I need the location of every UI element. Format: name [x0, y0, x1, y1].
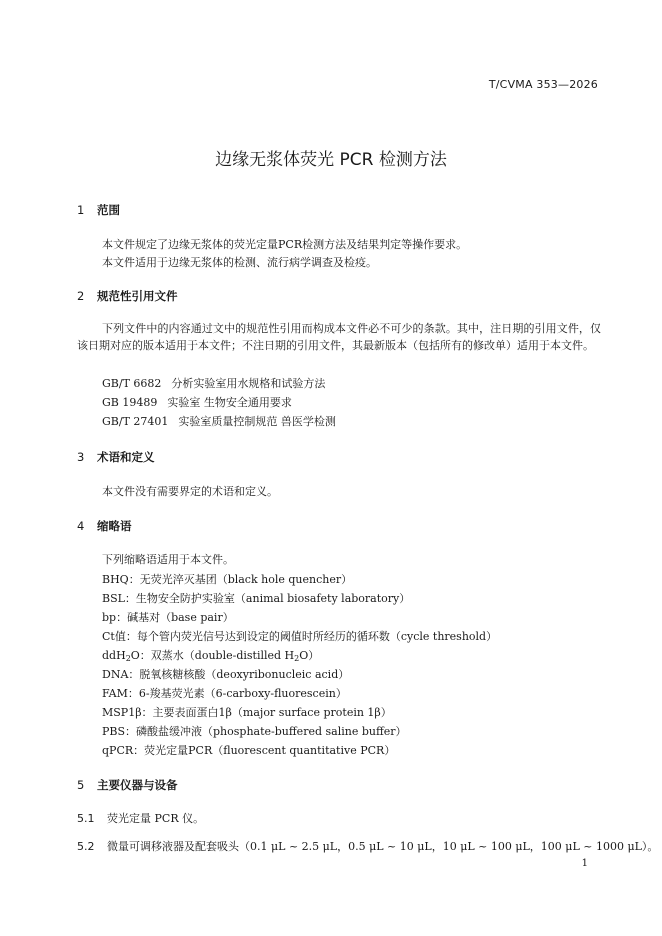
ref-item — [102, 413, 336, 429]
section-number: 4 — [77, 519, 85, 533]
standard-code: T/CVMA 353—2026 — [488, 78, 598, 91]
section-1-heading — [77, 202, 120, 218]
abbr-item: Ct值：每个管内荧光信号达到设定的阈值时所经历的循环数（cycle threshold） — [102, 630, 498, 643]
equipment-item — [77, 838, 658, 854]
page-number: 1 — [581, 858, 588, 869]
ref-name: 分析实验室用水规格和试验方法 — [171, 377, 326, 390]
section-title: 术语和定义 — [97, 450, 155, 464]
abbr-text: ddH — [102, 649, 126, 662]
section-3-heading — [77, 449, 155, 465]
ref-item — [102, 394, 292, 410]
document-title: 边缘无浆体荧光 PCR 检测方法 — [215, 150, 447, 170]
abbr-item: PBS：磷酸盐缓冲液（phosphate-buffered saline buffer） — [102, 725, 407, 738]
section-4-heading — [77, 518, 132, 534]
ref-code: GB/T 6682 — [102, 377, 162, 390]
section-title: 缩略语 — [97, 519, 132, 533]
abbr-item: MSP1β：主要表面蛋白1β（major surface protein 1β） — [102, 706, 392, 719]
clause-number: 5.1 — [77, 812, 95, 825]
ref-name: 实验室质量控制规范 兽医学检测 — [178, 415, 336, 428]
ref-item — [102, 375, 325, 391]
abbr-item: BHQ：无荧光淬灭基团（black hole quencher） — [102, 573, 353, 586]
scope-para-2: 本文件适用于边缘无浆体的检测、流行病学调查及检疫。 — [102, 256, 377, 269]
subscript: 2 — [125, 654, 131, 663]
section-number: 2 — [77, 289, 85, 303]
clause-number: 5.2 — [77, 840, 95, 853]
abbr-item: FAM：6-羧基荧光素（6-carboxy-fluorescein） — [102, 687, 347, 700]
section-5-heading — [77, 777, 178, 793]
abbr-item-ddh2o — [102, 647, 319, 663]
terms-para: 本文件没有需要界定的术语和定义。 — [102, 485, 278, 498]
ref-name: 实验室 生物安全通用要求 — [167, 396, 292, 409]
abbr-text: O） — [299, 649, 320, 662]
section-number: 3 — [77, 450, 85, 464]
clause-text: 荧光定量 PCR 仪。 — [107, 812, 205, 825]
section-2-heading — [77, 288, 178, 304]
clause-text: 微量可调移液器及配套吸头（0.1 μL ~ 2.5 μL，0.5 μL ~ 10 μL，10 μL ~ 100 μL，100 μL ~ 1000 μL）。 — [107, 840, 659, 853]
section-title: 规范性引用文件 — [97, 289, 178, 303]
abbr-intro: 下列缩略语适用于本文件。 — [102, 553, 234, 566]
section-title: 范围 — [97, 203, 120, 217]
abbr-item: DNA：脱氧核糖核酸（deoxyribonucleic acid） — [102, 668, 350, 681]
abbr-text: O：双蒸水（double-distilled H — [130, 649, 295, 662]
equipment-item — [77, 810, 204, 826]
section-number: 5 — [77, 778, 85, 792]
ref-code: GB/T 27401 — [102, 415, 169, 428]
subscript: 2 — [294, 654, 300, 663]
scope-para-1: 本文件规定了边缘无浆体的荧光定量PCR检测方法及结果判定等操作要求。 — [102, 238, 468, 251]
section-title: 主要仪器与设备 — [97, 778, 178, 792]
abbr-item: qPCR：荧光定量PCR（fluorescent quantitative PCR） — [102, 744, 396, 757]
abbr-item: bp：碱基对（base pair） — [102, 611, 234, 624]
abbr-item: BSL：生物安全防护实验室（animal biosafety laboratory） — [102, 592, 411, 605]
refs-intro: 下列文件中的内容通过文中的规范性引用而构成本文件必不可少的条款。其中，注日期的引用文件，仅该日期对应的版本适用于本文件；不注日期的引用文件，其最新版本（包括所有的修改单）适用于本文件。 — [77, 322, 601, 352]
section-number: 1 — [77, 203, 85, 217]
ref-code: GB 19489 — [102, 396, 158, 409]
